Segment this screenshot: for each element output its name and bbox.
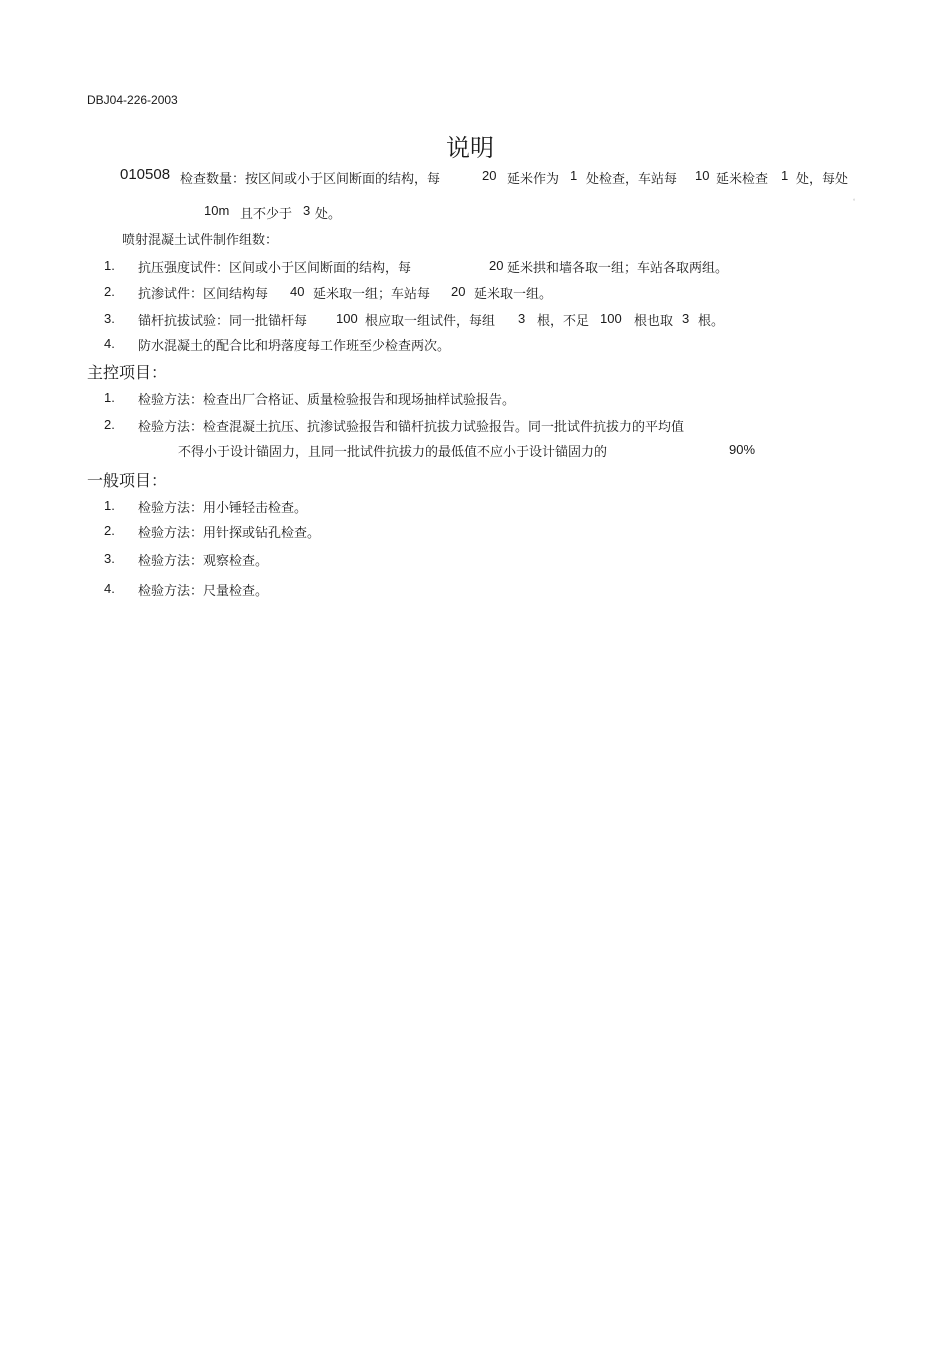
general-item-3-text: 检验方法：观察检查。 [138,554,269,569]
intro-text-2: 延米作为 [507,172,560,187]
shotcrete-item-3-n3: 100 [600,311,622,326]
page-title: 说明 [446,134,494,162]
shotcrete-item-3-n4: 3 [682,311,690,326]
general-item-1-text: 检验方法：用小锤轻击检查。 [138,501,308,516]
main-item-2-text: 检验方法：检查混凝土抗压、抗渗试验报告和锚杆抗拔力试验报告。同一批试件抗拔力的平均值 [138,420,685,435]
section-code: 010508 [120,166,171,183]
shotcrete-item-1-b: 延米拱和墙各取一组；车站各取两组。 [507,261,729,276]
general-items-heading: 一般项目： [87,471,168,490]
intro-num-1: 20 [482,168,497,183]
intro-text-5: 处，每处 [796,172,849,187]
shotcrete-item-2-n2: 20 [451,284,466,299]
stray-mark: 。 [853,195,860,202]
shotcrete-item-3-e: 根。 [698,314,725,329]
shotcrete-item-3-n: 100 [336,311,358,326]
shotcrete-item-3-a: 锚杆抗拔试验：同一批锚杆每 [138,314,308,329]
shotcrete-item-2-n: 40 [290,284,305,299]
shotcrete-item-1-a: 抗压强度试件：区间或小于区间断面的结构，每 [138,261,412,276]
intro-line2-text-a: 且不少于 [240,207,293,222]
intro-text-1: 检查数量：按区间或小于区间断面的结构，每 [180,172,441,187]
main-items-heading: 主控项目： [87,363,168,382]
general-item-1-num: 1. [104,498,115,513]
intro-num-2: 1 [570,168,578,183]
shotcrete-item-3-b: 根应取一组试件，每组 [365,314,496,329]
shotcrete-item-2-b: 延米取一组；车站每 [313,287,431,302]
main-item-2-continuation: 不得小于设计锚固力，且同一批试件抗拔力的最低值不应小于设计锚固力的 [178,445,608,460]
main-item-2-num: 2. [104,417,115,432]
shotcrete-item-1-num: 1. [104,258,115,273]
main-item-1-num: 1. [104,390,115,405]
shotcrete-item-3-d: 根也取 [634,314,674,329]
shotcrete-item-4-num: 4. [104,336,115,351]
shotcrete-item-2-num: 2. [104,284,115,299]
shotcrete-item-3-n2: 3 [518,311,526,326]
intro-num-4: 1 [781,168,789,183]
intro-text-4: 延米检查 [716,172,769,187]
intro-line2-num: 10m [204,203,230,218]
main-item-2-percent: 90% [729,442,756,457]
shotcrete-heading: 喷射混凝土试件制作组数： [122,233,279,248]
intro-line2-num2: 3 [303,203,311,218]
shotcrete-item-2-a: 抗渗试件：区间结构每 [138,287,269,302]
general-item-4-text: 检验方法：尺量检查。 [138,584,269,599]
main-item-1-text: 检验方法：检查出厂合格证、质量检验报告和现场抽样试验报告。 [138,393,516,408]
document-code: DBJ04-226-2003 [87,93,178,107]
shotcrete-item-3-num: 3. [104,311,115,326]
intro-text-3: 处检查，车站每 [586,172,678,187]
intro-line2-text-b: 处。 [315,207,342,222]
shotcrete-item-1-n: 20 [489,258,504,273]
intro-line-1 [120,166,170,183]
general-item-3-num: 3. [104,551,115,566]
general-item-4-num: 4. [104,581,115,596]
shotcrete-item-2-c: 延米取一组。 [474,287,553,302]
shotcrete-item-3-c: 根，不足 [537,314,590,329]
general-item-2-text: 检验方法：用针探或钻孔检查。 [138,526,321,541]
general-item-2-num: 2. [104,523,115,538]
intro-num-3: 10 [695,168,710,183]
shotcrete-item-4-a: 防水混凝土的配合比和坍落度每工作班至少检查两次。 [138,339,451,354]
